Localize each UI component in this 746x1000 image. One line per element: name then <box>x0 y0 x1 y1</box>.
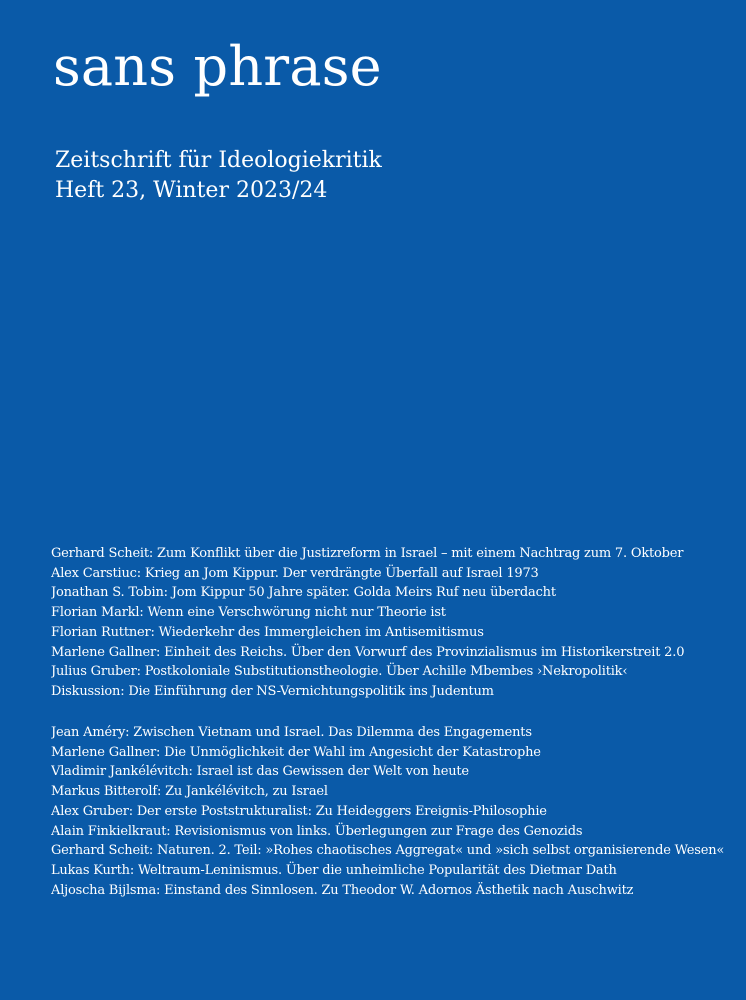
contents-item: Alain Finkielkraut: Revisionismus von links. Überlegungen zur Frage des Genozids <box>51 823 583 839</box>
contents-section-1 <box>51 544 741 702</box>
magazine-subtitle: Zeitschrift für Ideologiekritik <box>55 148 382 173</box>
contents-item: Alex Carstiuc: Krieg an Jom Kippur. Der verdrängte Überfall auf Israel 1973 <box>51 565 539 581</box>
contents-item: Florian Markl: Wenn eine Verschwörung nicht nur Theorie ist <box>51 605 446 621</box>
contents-item: Marlene Gallner: Die Unmöglichkeit der Wahl im Angesicht der Katastrophe <box>51 744 541 760</box>
contents-item: Lukas Kurth: Weltraum-Leninismus. Über die unheimliche Popularität des Dietmar Dath <box>51 862 617 878</box>
contents-item: Jonathan S. Tobin: Jom Kippur 50 Jahre später. Golda Meirs Ruf neu überdacht <box>51 585 556 601</box>
contents-item: Alex Gruber: Der erste Poststrukturalist: Zu Heideggers Ereignis-Philosophie <box>51 803 547 819</box>
contents-item: Julius Gruber: Postkoloniale Substitutionstheologie. Über Achille Mbembes ›Nekropolitik‹ <box>51 664 628 680</box>
contents-item: Aljoscha Bijlsma: Einstand des Sinnlosen. Zu Theodor W. Adornos Ästhetik nach Auschwitz <box>51 882 634 898</box>
magazine-title: sans phrase <box>53 35 382 98</box>
contents-section-2 <box>51 723 741 900</box>
contents-item: Gerhard Scheit: Zum Konflikt über die Justizreform in Israel – mit einem Nachtrag zum 7. Oktober <box>51 546 684 561</box>
contents-item: Vladimir Jankélévitch: Israel ist das Gewissen der Welt von heute <box>51 764 469 780</box>
contents-item: Florian Ruttner: Wiederkehr des Immergleichen im Antisemitismus <box>51 624 484 640</box>
contents-item: Diskussion: Die Einführung der NS-Vernichtungspolitik ins Judentum <box>51 683 494 699</box>
contents-item: Markus Bitterolf: Zu Jankélévitch, zu Israel <box>51 784 328 800</box>
contents-item: Marlene Gallner: Einheit des Reichs. Über den Vorwurf des Provinzialismus im Historikerstreit 2.0 <box>51 644 685 660</box>
contents-item: Gerhard Scheit: Naturen. 2. Teil: »Rohes chaotisches Aggregat« und »sich selbst organisierende Wesen« <box>51 843 725 859</box>
issue-info: Heft 23, Winter 2023/24 <box>55 178 328 203</box>
masthead-subtitle <box>55 146 382 206</box>
contents-item: Jean Améry: Zwischen Vietnam und Israel. Das Dilemma des Engagements <box>51 725 532 740</box>
